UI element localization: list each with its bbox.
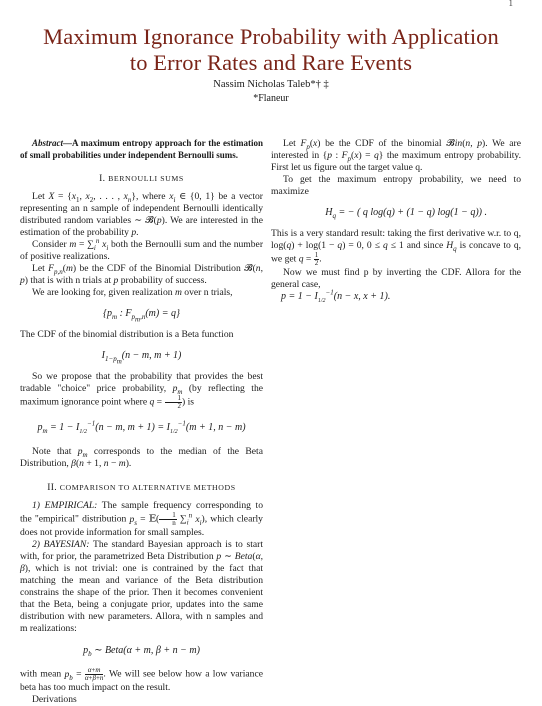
subsection-label: 1) EMPIRICAL: xyxy=(32,500,98,511)
section-heading-1 xyxy=(20,173,263,185)
section-title: COMPARISON TO ALTERNATIVE METHODS xyxy=(59,483,236,492)
paper-title xyxy=(0,24,542,76)
paragraph: Consider $m = \sum_i^n$ $x_i$ both the Bernoulli sum and the number of positive realizations. xyxy=(20,236,264,262)
section-title: BERNOULLI SUMS xyxy=(108,174,184,183)
left-column xyxy=(20,138,263,706)
derivations-label: Derivations xyxy=(32,694,77,705)
paragraph: To get the maximum entropy probability, we need to maximize xyxy=(271,174,521,197)
equation: $H_q$ = − ( q log(q) + (1 − q) log(1 − q)) . xyxy=(325,207,487,220)
section-number: I. xyxy=(99,173,106,184)
title-line-2: to Error Rates and Rare Events xyxy=(129,50,413,75)
right-column xyxy=(271,138,521,309)
abstract-text: —A maximum entropy approach for the estimation of small probabilities under independent Bernoulli sums. xyxy=(20,138,263,160)
equation: $p_m = 1 - I_{1/2}^{-1}(n - m$, $m + 1) = I_{1/2}^{-1}(m + 1$, n − m) xyxy=(37,419,246,435)
paragraph: with mean $p_b$ = $\frac{\alpha+m}{\alpha+\beta+n}$ . We will see below how a low variance beta has too much impact on the result. xyxy=(20,666,263,693)
paragraph: Let $X = \{x_1$, $x_2$, . . . , $x_n$}, where $x_i$ ∈ {0, 1} be a vector representing an n sample of independent Bernoulli identically distributed random variables ∼ 𝓑(p). We are interested in the estimation of the probability p. xyxy=(20,191,264,238)
paragraph: Let $F_p(x)$ be the CDF of the binomial 𝓑in(n, p). We are interested in {p : $F_p(x) = q$} the maximum entropy probability. First let us figure out the target value q. xyxy=(271,138,521,173)
affiliation: *Flaneur xyxy=(253,93,289,104)
equation: {$p_m$ : $F_{p_m,n}(m) = q$} xyxy=(103,308,180,324)
page-number: 1 xyxy=(508,0,513,8)
authors: Nassim Nicholas Taleb*† ‡ xyxy=(213,79,329,90)
section-number: II. xyxy=(47,482,57,493)
paragraph: Let $F_{p,n}(m)$ be the CDF of the Binomial Distribution 𝓑(n, p) that is with n trials at p probability of success. xyxy=(20,263,263,286)
paragraph: We are looking for, given realization m over n trials, xyxy=(32,287,233,298)
equation: $p_b$ ∼ Beta(α + m, β + n − m) xyxy=(83,645,200,658)
paragraph: 2) BAYESIAN: The standard Bayesian approach is to start with, for prior, the parametrized Beta Distribution p ∼ Beta(α, β), which is not trivial: one is contrained by the fact that matching the mean and variance of the Beta distribution constrains the shape of the prior. Then it becomes convenient that the Beta, being a conjugate prior, updates into the same distribution with new parameters. Allora, with n samples and m realizations: xyxy=(20,539,263,634)
equation: $p = 1 - I_{1/2}^{-1}(n - x$, x + 1). xyxy=(281,288,391,304)
paragraph: Note that $p_m$ corresponds to the median of the Beta Distribution, β(n + 1, n − m). xyxy=(20,446,263,469)
paragraph: The CDF of the binomial distribution is a Beta function xyxy=(20,329,234,340)
paragraph: 1) EMPIRICAL: The sample frequency corresponding to the "empirical" distribution $p_s$ = 𝔼( $\frac{1}{n}$ $\sum_i^n$ $x_i$), which clearly does not provide information for small samples. xyxy=(20,500,263,538)
paragraph: This is a very standard result: taking the first derivative w.r. to q, log(q) + log(1 − q) = 0, 0 ≤ q ≤ 1 and since $H_q$ is concave to q, we get q = $\frac{1}{2}$ . xyxy=(271,228,522,267)
abstract-label: Abstract xyxy=(32,138,64,148)
equation: $I_{1-p_m}(n - m$, m + 1) xyxy=(101,350,182,366)
subsection-label: 2) BAYESIAN: xyxy=(32,539,90,550)
title-line-1: Maximum Ignorance Probability with Application xyxy=(43,24,499,49)
section-heading-2 xyxy=(20,482,263,494)
paragraph: So we propose that the probability that provides the best tradable "choice" price probability, $p_m$ (by reflecting the maximum ignorance point where q = $\frac{1}{2}$ ) is xyxy=(20,371,263,410)
abstract xyxy=(20,138,263,161)
paragraph: Now we must find p by inverting the CDF. Allora for the general case, xyxy=(271,267,521,290)
